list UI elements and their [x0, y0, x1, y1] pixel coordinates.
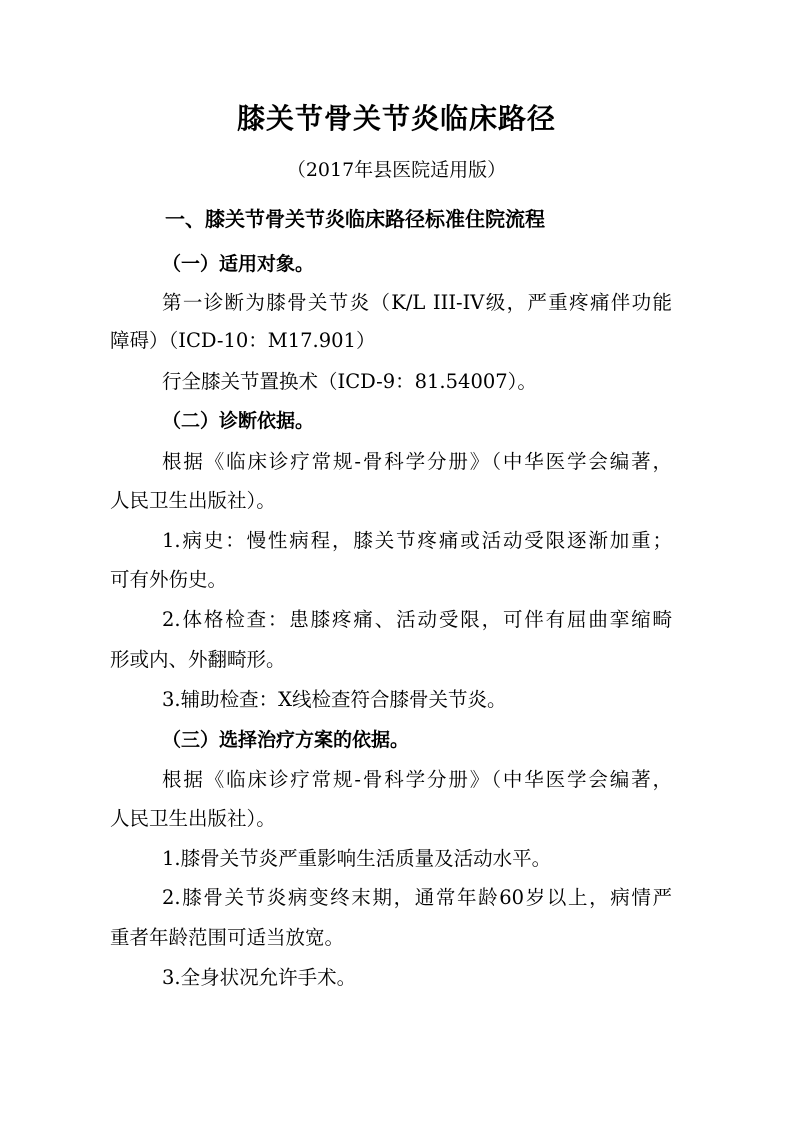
paragraph-line: 人民卫生出版社）。 — [110, 489, 276, 512]
paragraph-line: 第一诊断为膝骨关节炎（K/L III-IV级，严重疼痛伴功能 — [162, 291, 672, 314]
subsection-heading-treatment: （三）选择治疗方案的依据。 — [162, 729, 410, 751]
paragraph-line: 3.全身状况允许手术。 — [162, 966, 357, 989]
paragraph-line: 1.膝骨关节炎严重影响生活质量及活动水平。 — [162, 847, 552, 870]
paragraph-line: 可有外伤史。 — [110, 568, 228, 591]
paragraph-line: 2.体格检查：患膝疼痛、活动受限，可伴有屈曲挛缩畸 — [162, 608, 672, 631]
paragraph-line: 障碍）（ICD-10：M17.901） — [110, 329, 376, 352]
page-title: 膝关节骨关节炎临床路径 — [236, 102, 556, 135]
paragraph-line: 1.病史：慢性病程，膝关节疼痛或活动受限逐渐加重； — [162, 529, 672, 552]
paragraph-line: 根据《临床诊疗常规-骨科学分册》（中华医学会编著， — [162, 768, 672, 791]
page-subtitle: （2017年县医院适用版） — [286, 159, 507, 181]
paragraph-line: 人民卫生出版社）。 — [110, 807, 276, 830]
paragraph-line: 根据《临床诊疗常规-骨科学分册》（中华医学会编著， — [162, 450, 672, 473]
paragraph-line: 2.膝骨关节炎病变终末期，通常年龄60岁以上，病情严 — [162, 886, 672, 909]
paragraph-line: 行全膝关节置换术（ICD-9：81.54007）。 — [162, 370, 537, 393]
paragraph-line: 形或内、外翻畸形。 — [110, 648, 286, 671]
paragraph-line: 3.辅助检查：X线检查符合膝骨关节炎。 — [162, 688, 507, 711]
section-heading-1: 一、膝关节骨关节炎临床路径标准住院流程 — [165, 207, 545, 231]
paragraph-line: 重者年龄范围可适当放宽。 — [110, 926, 345, 949]
subsection-heading-diagnosis: （二）诊断依据。 — [162, 410, 315, 432]
subsection-heading-applicable: （一）适用对象。 — [162, 253, 315, 275]
